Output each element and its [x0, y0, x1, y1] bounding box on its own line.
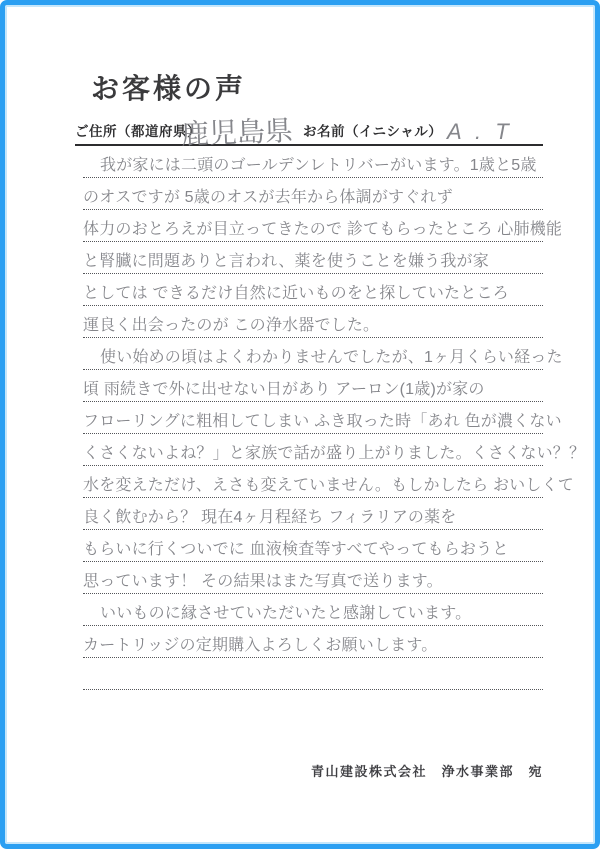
- ruled-line: [83, 274, 543, 306]
- ruled-line: [83, 370, 543, 402]
- handwritten-line: 水を変えただけ、えさも変えていません。もしかしたら おいしくて: [83, 476, 574, 494]
- ruled-line: [83, 498, 543, 530]
- address-label: ご住所（都道府県）: [75, 124, 201, 139]
- ruled-line: [83, 562, 543, 594]
- ruled-line: [83, 146, 543, 178]
- handwritten-line: 運良く出会ったのが この浄水器でした。: [83, 316, 380, 334]
- letter-body: [83, 146, 586, 690]
- handwritten-line: 我が家には二頭のゴールデンレトリバーがいます。1歳と5歳: [100, 156, 537, 174]
- form-row: [75, 105, 543, 150]
- recipient-line: 青山建設株式会社 浄水事業部 宛: [310, 764, 543, 779]
- handwritten-line: カートリッジの定期購入よろしくお願いします。: [83, 636, 438, 654]
- handwritten-line: フローリングに粗相してしまい ふき取った時「あれ 色が濃くない: [83, 412, 562, 430]
- ruled-line: [83, 402, 562, 434]
- name-value-handwritten: A . T: [447, 119, 513, 144]
- ruled-line-empty: [83, 658, 543, 690]
- ruled-line: [83, 626, 543, 658]
- handwritten-line: 思っています！ その結果はまた写真で送ります。: [83, 572, 443, 590]
- handwritten-line: 良く飲むから？ 現在4ヶ月程経ち フィラリアの薬を: [83, 508, 457, 526]
- ruled-line: [83, 210, 563, 242]
- handwritten-line: と腎臓に問題ありと言われ、薬を使うことを嫌う我が家: [83, 252, 489, 270]
- ruled-line: [83, 434, 586, 466]
- ruled-line: [83, 466, 574, 498]
- ruled-line: [83, 178, 543, 210]
- handwritten-line: のオスですが 5歳のオスが去年から体調がすぐれず: [83, 188, 453, 206]
- ruled-line: [83, 242, 543, 274]
- ruled-line: [83, 338, 563, 370]
- handwritten-line: 体力のおとろえが目立ってきたので 診てもらったところ 心肺機能: [83, 220, 563, 238]
- ruled-line: [83, 530, 543, 562]
- handwritten-line: としては できるだけ自然に近いものをと探していたところ: [83, 284, 509, 302]
- handwritten-line: もらいに行くついでに 血液検査等すべてやってもらおうと: [83, 540, 509, 558]
- handwritten-line: いいものに縁させていただいたと感謝しています。: [100, 604, 472, 622]
- ruled-line: [83, 306, 543, 338]
- handwritten-line: くさくないよね？」と家族で話が盛り上がりました。くさくない？？: [83, 444, 586, 462]
- address-value-handwritten: 鹿児島県: [180, 115, 294, 150]
- handwritten-line: 使い始めの頃はよくわかりませんでしたが、1ヶ月くらい経った: [100, 348, 563, 366]
- ruled-line: [83, 594, 543, 626]
- page-title: お客様の声: [91, 72, 247, 104]
- handwritten-line: 頃 雨続きで外に出せない日があり アーロン(1歳)が家の: [83, 380, 485, 398]
- name-label: お名前（イニシャル）: [303, 124, 443, 139]
